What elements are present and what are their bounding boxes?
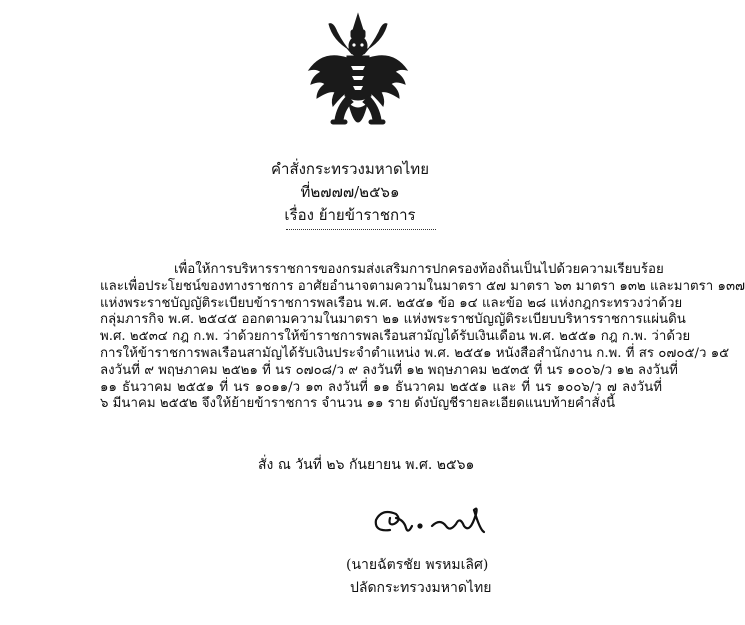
separator-line <box>286 229 436 230</box>
garuda-emblem-icon <box>303 10 413 145</box>
document-title: คำสั่งกระทรวงมหาดไทย <box>271 160 429 178</box>
body-line: ๖ มีนาคม ๒๕๕๒ จึงให้ย้ายข้าราชการ จำนวน ๑๑ ราย ดังบัญชีรายละเอียดแนบท้ายคำสั่งนี้ <box>100 396 616 412</box>
body-paragraph <box>100 262 745 413</box>
document-subject: เรื่อง ย้ายข้าราชการ <box>284 206 416 224</box>
handwritten-signature <box>360 500 500 540</box>
body-line: เพื่อให้การบริหารราชการของกรมส่งเสริมการปกครองท้องถิ่นเป็นไปด้วยความเรียบร้อย <box>174 262 664 277</box>
body-line: และเพื่อประโยชน์ของทางราชการ อาศัยอำนาจตามความในมาตรา ๕๗ มาตรา ๖๓ มาตรา ๑๓๒ และมาตรา ๑๓๗ <box>100 278 745 294</box>
body-line: พ.ศ. ๒๕๓๔ กฎ ก.พ. ว่าด้วยการให้ข้าราชการพลเรือนสามัญได้รับเงินเดือน พ.ศ. ๒๕๕๑ กฎ ก.พ. ว่าด้วย <box>100 329 691 345</box>
body-line: กลุ่มภารกิจ พ.ศ. ๒๕๔๕ ออกตามความในมาตรา ๒๑ แห่งพระราชบัญญัติระเบียบบริหารราชการแผ่นดิน <box>100 312 686 328</box>
body-line: แห่งพระราชบัญญัติระเบียบข้าราชการพลเรือน พ.ศ. ๒๕๕๑ ข้อ ๑๔ และข้อ ๒๘ แห่งกฎกระทรวงว่าด้วย <box>100 295 683 311</box>
body-line: การให้ข้าราชการพลเรือนสามัญได้รับเงินประจำตำแหน่ง พ.ศ. ๒๕๕๑ หนังสือสำนักงาน ก.พ. ที่ สร ๐๗๐๕/ว ๑๕ <box>100 345 730 361</box>
body-line: ลงวันที่ ๙ พฤษภาคม ๒๕๒๑ ที่ นร ๐๗๐๘/ว ๙ ลงวันที่ ๑๒ พฤษภาคม ๒๕๓๕ ที่ นร ๑๐๐๖/ว ๑๒ ลงวันที่ <box>100 362 678 378</box>
signer-name: (นายฉัตรชัย พรหมเลิศ) <box>346 557 489 573</box>
body-line: ๑๑ ธันวาคม ๒๕๕๑ ที่ นร ๑๐๑๑/ว ๑๓ ลงวันที่ ๑๑ ธันวาคม ๒๕๕๑ และ ที่ นร ๑๐๐๖/ว ๗ ลงวันที่ <box>100 379 662 395</box>
signer-title: ปลัดกระทรวงมหาดไทย <box>350 580 492 596</box>
order-date: สั่ง ณ วันที่ ๒๖ กันยายน พ.ศ. ๒๕๖๑ <box>258 457 475 473</box>
document-number: ที่๒๗๗๗/๒๕๖๑ <box>300 183 400 201</box>
